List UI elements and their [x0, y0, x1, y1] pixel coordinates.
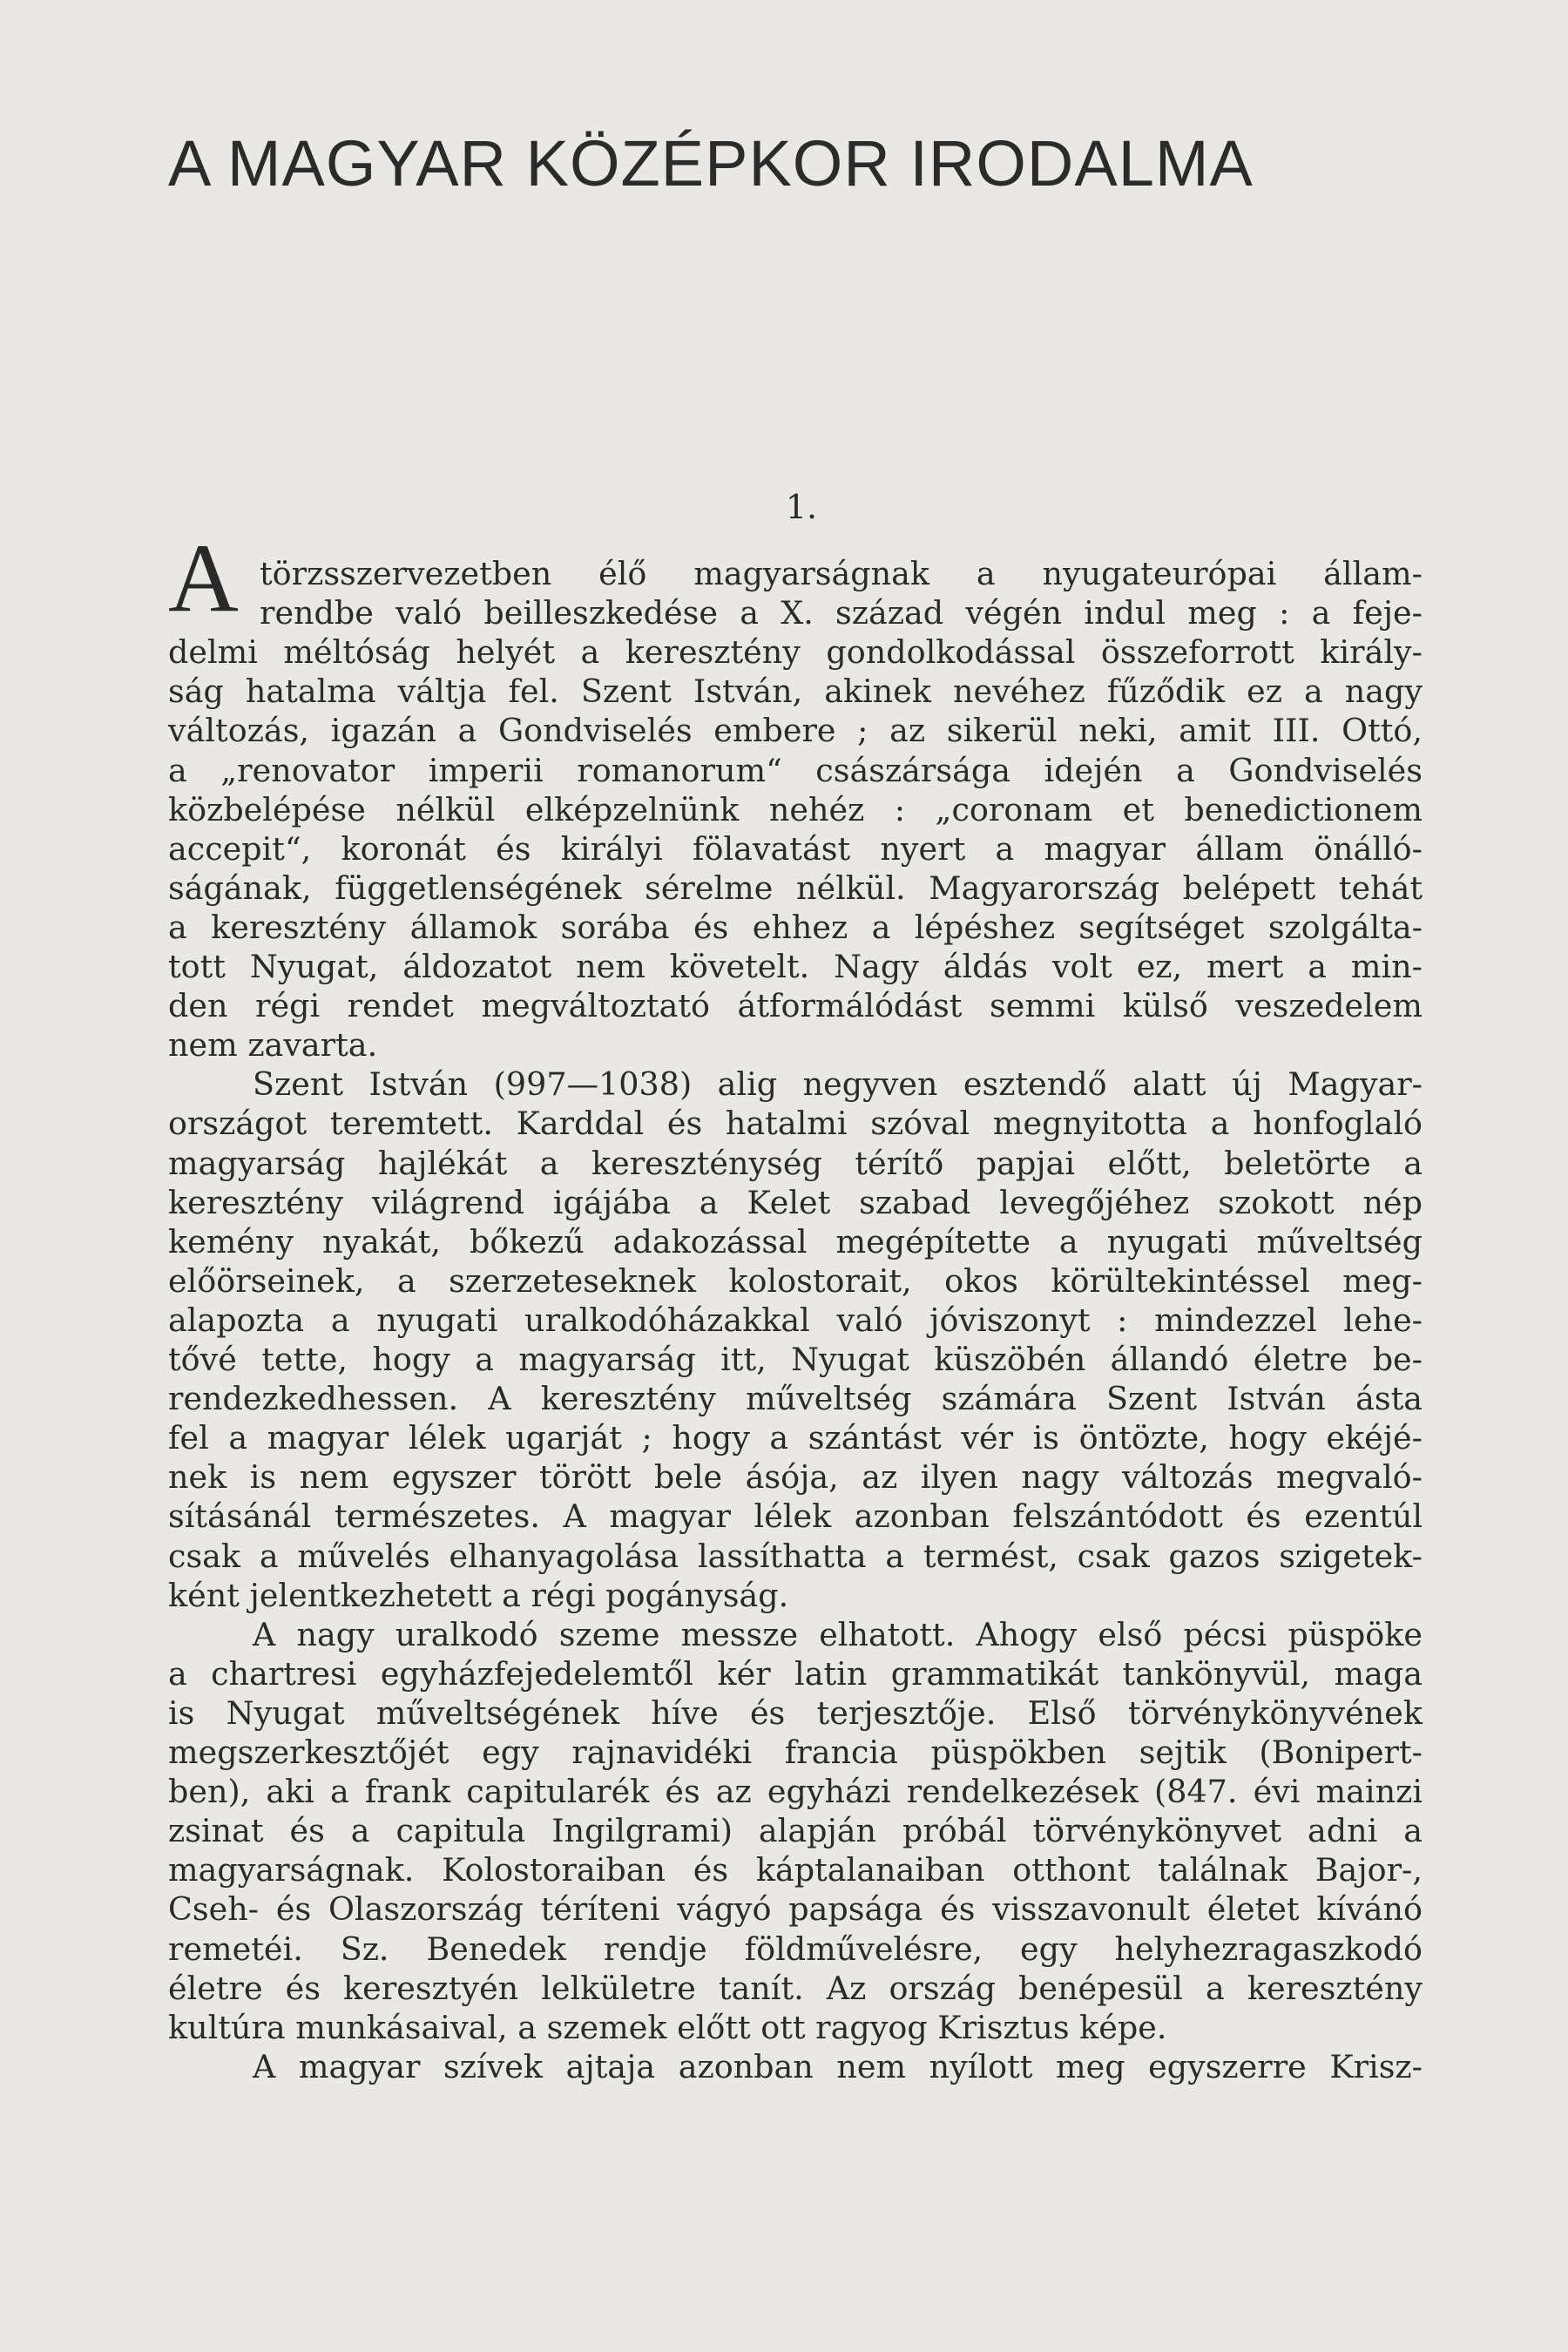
text-line: delmi méltóság helyét a keresztény gondolkodással összeforrott király- [168, 633, 1423, 672]
text-line: remetéi. Sz. Benedek rendje földművelésre, egy helyhezragaszkodó [168, 1930, 1423, 1968]
text-line: ság hatalma váltja fel. Szent István, akinek nevéhez fűződik ez a nagy [168, 672, 1423, 711]
text-line: életre és keresztyén lelkületre tanít. Az ország benépesül a keresztény [168, 1969, 1423, 2007]
text-line: magyarság hajlékát a kereszténység térítő papjai előtt, beletörte a [168, 1144, 1423, 1182]
text-line: tővé tette, hogy a magyarság itt, Nyugat küszöbén állandó életre be- [168, 1341, 1423, 1378]
text-line: fel a magyar lélek ugarját ; hogy a szántást vér is öntözte, hogy ekéjé- [168, 1419, 1423, 1457]
text-line: rendezkedhessen. A keresztény műveltség számára Szent István ásta [168, 1380, 1423, 1418]
text-line: országot teremtett. Karddal és hatalmi szóval megnyitotta a honfoglaló [168, 1105, 1423, 1143]
text-line: is Nyugat műveltségének híve és terjesztője. Első törvénykönyvének [168, 1693, 1423, 1732]
text-line: keresztény világrend igájába a Kelet szabad levegőjéhez szokott nép [168, 1183, 1423, 1221]
text-line: kultúra munkásaival, a szemek előtt ott ragyog Krisztus képe. [168, 2008, 1167, 2046]
text-line: csak a művelés elhanyagolása lassíthatta a termést, csak gazos szigetek- [168, 1537, 1423, 1575]
text-line: A nagy uralkodó szeme messze elhatott. Ahogy első pécsi püspöke [253, 1615, 1423, 1653]
text-line: sításánál természetes. A magyar lélek azonban felszántódott és ezentúl [168, 1497, 1423, 1536]
text-line: magyarságnak. Kolostoraiban és káptalanaiban otthont találnak Bajor-, [168, 1851, 1423, 1889]
text-line: nem zavarta. [168, 1026, 378, 1064]
text-line: közbelépése nélkül elképzelnünk nehéz : „coronam et benedictionem [168, 790, 1423, 828]
text-line: accepit“, koronát és királyi fölavatást nyert a magyar állam önálló- [168, 829, 1423, 868]
text-line: a chartresi egyházfejedelemtől kér latin grammatikát tankönyvül, maga [168, 1654, 1423, 1693]
text-line: ben), aki a frank capitularék és az egyházi rendelkezések (847. évi mainzi [168, 1773, 1423, 1811]
text-line: A magyar szívek ajtaja azonban nem nyílott meg egyszerre Krisz- [253, 2047, 1423, 2085]
text-line: zsinat és a capitula Ingilgrami) alapján próbál törvénykönyvet adni a [168, 1812, 1423, 1850]
text-line: a „renovator imperii romanorum“ császársága idején a Gondviselés [168, 751, 1423, 789]
text-line: Cseh- és Olaszország téríteni vágyó papsága és visszavonult életet kívánó [168, 1890, 1423, 1929]
text-line: tott Nyugat, áldozatot nem követelt. Nagy áldás volt ez, mert a min- [168, 948, 1423, 985]
text-line: ként jelentkezhetett a régi pogányság. [168, 1576, 789, 1614]
text-line: alapozta a nyugati uralkodóházakkal való jóviszonyt : mindezzel lehe- [168, 1301, 1423, 1339]
text-line: Szent István (997—1038) alig negyven esztendő alatt új Magyar- [253, 1065, 1423, 1104]
text-line: a keresztény államok sorába és ehhez a lépéshez segítséget szolgálta- [168, 908, 1423, 946]
text-line: kemény nyakát, bőkezű adakozással megépítette a nyugati műveltség [168, 1222, 1423, 1260]
text-line: változás, igazán a Gondviselés embere ; az sikerül neki, amit III. Ottó, [168, 712, 1423, 750]
text-line: megszerkesztőjét egy rajnavidéki francia püspökben sejtik (Bonipert- [168, 1734, 1423, 1771]
text-line: törzsszervezetben élő magyarságnak a nyugateurópai állam- [260, 555, 1423, 592]
text-line: den régi rendet megváltoztató átformálódást semmi külső veszedelem [168, 987, 1423, 1025]
chapter-title: A MAGYAR KÖZÉPKOR IRODALMA [168, 127, 1254, 199]
text-line: ságának, függetlenségének sérelme nélkül. Magyarország belépett tehát [168, 868, 1423, 907]
section-number: 1. [785, 488, 818, 526]
text-line: rendbe való beilleszkedése a X. század végén indul meg : a feje- [260, 594, 1423, 632]
text-line: előörseinek, a szerzeteseknek kolostorait, okos körültekintéssel meg- [168, 1261, 1423, 1300]
drop-cap: A [168, 524, 239, 632]
text-line: nek is nem egyszer törött bele ásója, az ilyen nagy változás megvaló- [168, 1458, 1423, 1497]
